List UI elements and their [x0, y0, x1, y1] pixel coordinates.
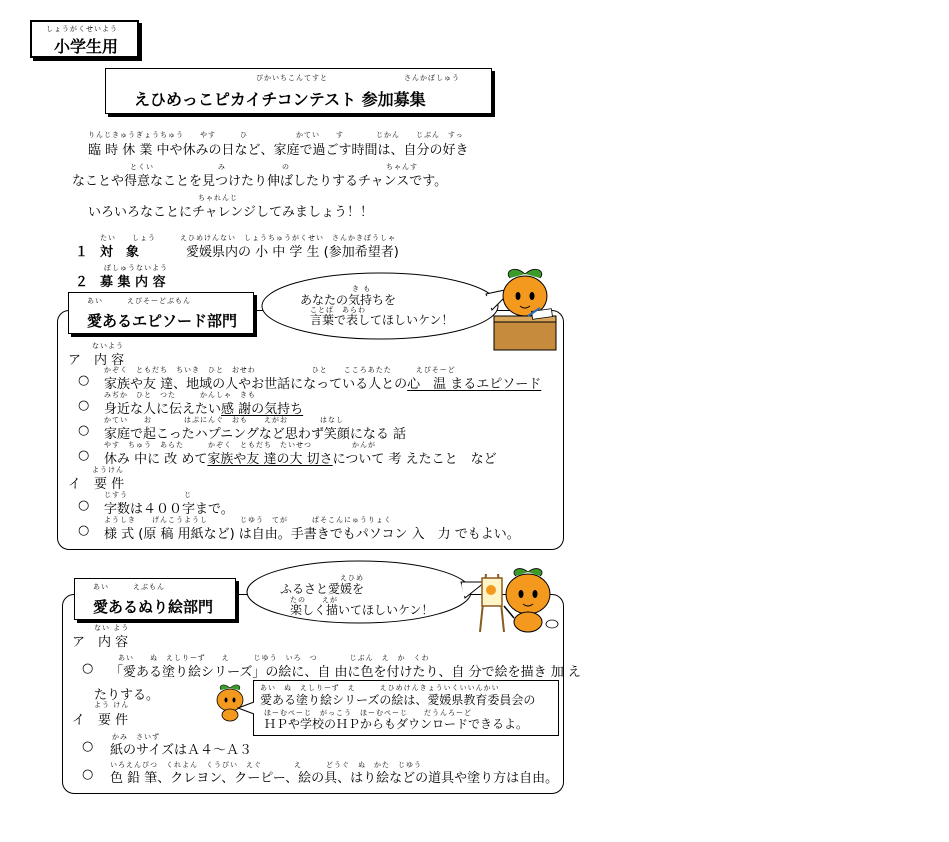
- episode-bubble-line-2: 言葉で表してほしいケン！: [310, 313, 454, 327]
- episode-b-ruby: ようけん: [92, 466, 124, 474]
- note-line-1: 愛ある塗り絵シリーズの絵は、愛媛県教育委員会の: [260, 693, 536, 707]
- episode-r4-pre: 休み 中に 改 めて: [104, 452, 208, 467]
- episode-r2-underline: 感 謝の気持ち: [221, 402, 304, 417]
- nurie-r3-ruby: いろえんぴつ くれよん くうぴい えぐ え どうぐ ぬ かた じゆう: [110, 761, 422, 769]
- note-pointer: [236, 700, 256, 716]
- episode-r6: 様 式 (原 稿 用紙など) は自由。手書きでもパソコン 入 力 でもよい。: [104, 527, 520, 542]
- episode-bubble-ruby-2: ことば あらわ: [310, 306, 366, 314]
- note-ruby-1: あい ぬ えしりーず え えひめけんきょういくいいんかい: [260, 684, 500, 692]
- episode-tab: [68, 292, 254, 334]
- nurie-r1-bullet: ○: [82, 661, 94, 676]
- episode-tab-label: 愛あるエピソード部門: [87, 312, 238, 330]
- intro-line-2: なことや得意なことを見つけたり伸ばしたりするチャンスです。: [72, 174, 448, 189]
- note-line-2: ＨＰや学校のＨＰからもダウンロードできるよ。: [264, 717, 529, 731]
- badge-ruby: しょうがくせいよう: [46, 25, 118, 33]
- nurie-b-ruby: よう けん: [94, 701, 130, 709]
- episode-tab-ruby: あい えぴそーどぶもん: [87, 297, 191, 305]
- nurie-tab: [74, 578, 236, 620]
- nurie-r2: 紙のサイズはＡ４～Ａ３: [110, 743, 252, 758]
- download-note: [253, 680, 559, 736]
- episode-bubble-ruby-1: き も: [352, 285, 372, 293]
- mascot-painting-icon: [478, 566, 562, 636]
- item1-label: 対 象: [100, 245, 140, 260]
- nurie-r1-line-1: 「愛ある塗り絵シリーズ」の絵に、自 由に色を付けたり、自 分で絵を描き 加 え: [110, 665, 581, 680]
- episode-r5-ruby: じすう じ: [104, 491, 192, 499]
- note-ruby-2: ほーむぺーじ がっこう ほーむぺーじ だうんろーど: [264, 709, 472, 717]
- episode-r3-ruby: かてい お はぷにんぐ おも えがお はなし: [104, 416, 344, 424]
- nurie-bubble-ruby-2: たの えが: [290, 596, 338, 604]
- episode-r6-bullet: ○: [78, 523, 90, 538]
- episode-bubble-line-1: あなたの気持ちを: [300, 293, 397, 307]
- nurie-tab-ruby: あい えぶもん: [93, 583, 165, 591]
- nurie-bubble-ruby-1: えひめ: [340, 574, 364, 582]
- nurie-b-label: イ 要 件: [72, 713, 129, 728]
- episode-r2-bullet: ○: [78, 398, 90, 413]
- nurie-bubble-line-2: 楽しく描いてほしいケン！: [290, 603, 434, 617]
- intro: [0, 0, 949, 240]
- item2-number: ２: [75, 275, 89, 290]
- episode-r5: 字数は４００字まで。: [104, 502, 234, 517]
- episode-a-label: ア 内 容: [68, 353, 125, 368]
- episode-r4-ruby: やす ちゅう あらた かぞく ともだち たいせつ かんが: [104, 441, 376, 449]
- episode-r3: 家庭で起こったハプニングなど思わず笑顔になる 話: [104, 427, 406, 442]
- item1-ruby: たい しょう えひめけんない しょうちゅうがくせい さんかきぼうしゃ: [100, 234, 396, 242]
- episode-b-label: イ 要 件: [68, 477, 125, 492]
- mascot-writing-icon: [492, 266, 558, 354]
- episode-r1-underline: 心 温 まるエピソード: [407, 377, 542, 392]
- item1-number: １: [75, 245, 89, 260]
- intro-ruby-3: ちゃれんじ: [198, 194, 238, 202]
- nurie-r3-bullet: ○: [82, 767, 94, 782]
- episode-r6-ruby: ようしき げんこうようし じゆう てが ぱそこんにゅうりょく: [104, 516, 392, 524]
- intro-ruby-1: りんじきゅうぎょうちゅう やす ひ かてい す じかん じぶん すっ: [88, 131, 464, 139]
- episode-r1-text: 家族や友 達、地域の人やお世話になっている人との: [104, 377, 408, 392]
- episode-r4: [104, 448, 497, 467]
- title-text: えひめっこピカイチコンテスト 参加募集: [134, 90, 426, 109]
- item2-label: 募 集 内 容: [100, 275, 166, 290]
- title-ruby-2: さんかぼしゅう: [404, 74, 460, 82]
- intro-line-1: 臨 時 休 業 中や休みの日など、家庭で過ごす時間は、自分の好き: [88, 143, 469, 158]
- episode-r3-bullet: ○: [78, 423, 90, 438]
- item1-value: 愛媛県内の 小 中 学 生 (参加希望者): [186, 245, 399, 260]
- nurie-a-label: ア 内 容: [72, 635, 129, 650]
- nurie-r1-line-2: たりする。: [94, 688, 160, 703]
- episode-r2-ruby: みぢか ひと つた かんしゃ きも: [104, 391, 256, 399]
- episode-r4-post: について 考 えたこと など: [332, 452, 497, 467]
- episode-r1-bullet: ○: [78, 373, 90, 388]
- nurie-bubble-line-1: ふるさと愛媛を: [280, 582, 365, 596]
- nurie-r3: 色 鉛 筆、クレヨン、クーピー、絵の具、はり絵などの道具や塗り方は自由。: [110, 771, 559, 786]
- intro-line-3: いろいろなことにチャレンジしてみましょう！！: [88, 205, 373, 220]
- nurie-tab-label: 愛あるぬり絵部門: [93, 598, 214, 616]
- episode-r4-bullet: ○: [78, 448, 90, 463]
- intro-ruby-2: とくい み の ちゃんす: [130, 163, 418, 171]
- episode-r2-text: 身近な人に伝えたい: [104, 402, 222, 417]
- episode-r4-underline: 家族や友 達の大 切さ: [207, 452, 333, 467]
- episode-r5-bullet: ○: [78, 498, 90, 513]
- badge-label: 小学生用: [54, 37, 119, 56]
- title-ruby-1: ぴかいちこんてすと: [256, 74, 328, 82]
- item2-ruby: ぼしゅうないよう: [104, 264, 168, 272]
- nurie-a-ruby: ない よう: [94, 624, 130, 632]
- nurie-r2-bullet: ○: [82, 739, 94, 754]
- nurie-r2-ruby: かみ さいず: [112, 733, 160, 741]
- nurie-r1-ruby: あい ぬ えしりーず え じゆう いろ つ じぶん え か くわ: [118, 654, 430, 662]
- episode-r1-ruby: かぞく ともだち ちいき ひと おせわ ひと こころあたた えぴそーど: [104, 366, 456, 374]
- episode-a-ruby: ないよう: [92, 342, 124, 350]
